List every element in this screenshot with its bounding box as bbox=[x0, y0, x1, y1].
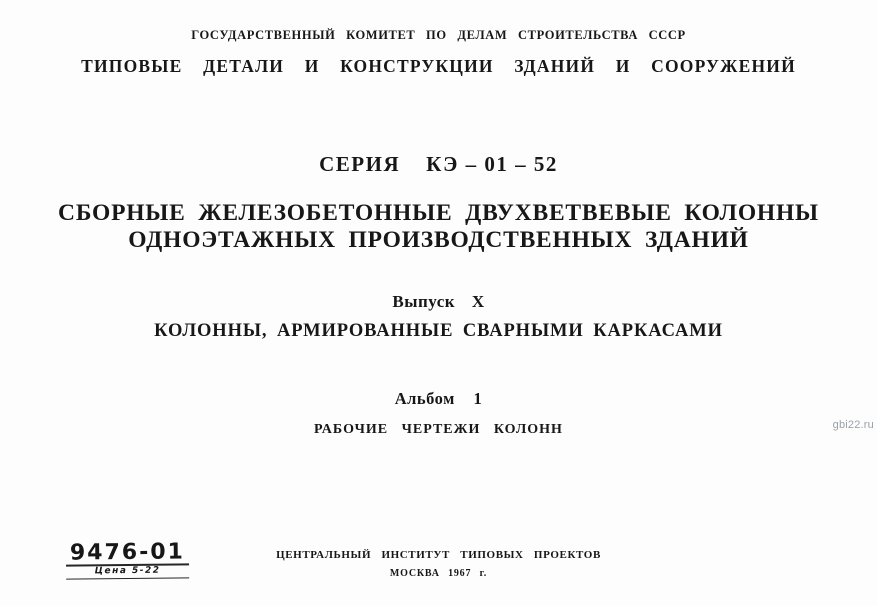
series-code: КЭ – 01 – 52 bbox=[426, 152, 558, 176]
committee-line: ГОСУДАРСТВЕННЫЙ КОМИТЕТ ПО ДЕЛАМ СТРОИТЕЛЬСТВА СССР bbox=[191, 28, 686, 42]
program-line: ТИПОВЫЕ ДЕТАЛИ И КОНСТРУКЦИИ ЗДАНИЙ И СООРУЖЕНИЙ bbox=[81, 56, 796, 76]
publisher-city-year-line: МОСКВА 1967 г. bbox=[389, 568, 488, 579]
series-label: СЕРИЯ bbox=[319, 152, 401, 176]
site-watermark: gbi22.ru bbox=[832, 419, 874, 431]
publisher-institute-line: ЦЕНТРАЛЬНЫЙ ИНСТИТУТ ТИПОВЫХ ПРОЕКТОВ bbox=[276, 549, 601, 561]
album-line: Альбом 1 bbox=[394, 389, 483, 408]
series-line bbox=[0, 152, 877, 177]
album-subtitle-line: РАБОЧИЕ ЧЕРТЕЖИ КОЛОНН bbox=[314, 422, 563, 437]
issue-line: Выпуск X bbox=[392, 292, 485, 311]
main-title-line1: СБОРНЫЕ ЖЕЛЕЗОБЕТОННЫЕ ДВУХВЕТВЕВЫЕ КОЛОННЫ bbox=[58, 200, 819, 226]
main-title bbox=[0, 200, 877, 254]
doc-number: 9476-01 bbox=[66, 540, 189, 566]
price-note: Цена 5-22 bbox=[66, 565, 189, 579]
subtitle-line: КОЛОННЫ, АРМИРОВАННЫЕ СВАРНЫМИ КАРКАСАМИ bbox=[154, 321, 723, 341]
main-title-line2: ОДНОЭТАЖНЫХ ПРОИЗВОДСТВЕННЫХ ЗДАНИЙ bbox=[128, 227, 749, 253]
